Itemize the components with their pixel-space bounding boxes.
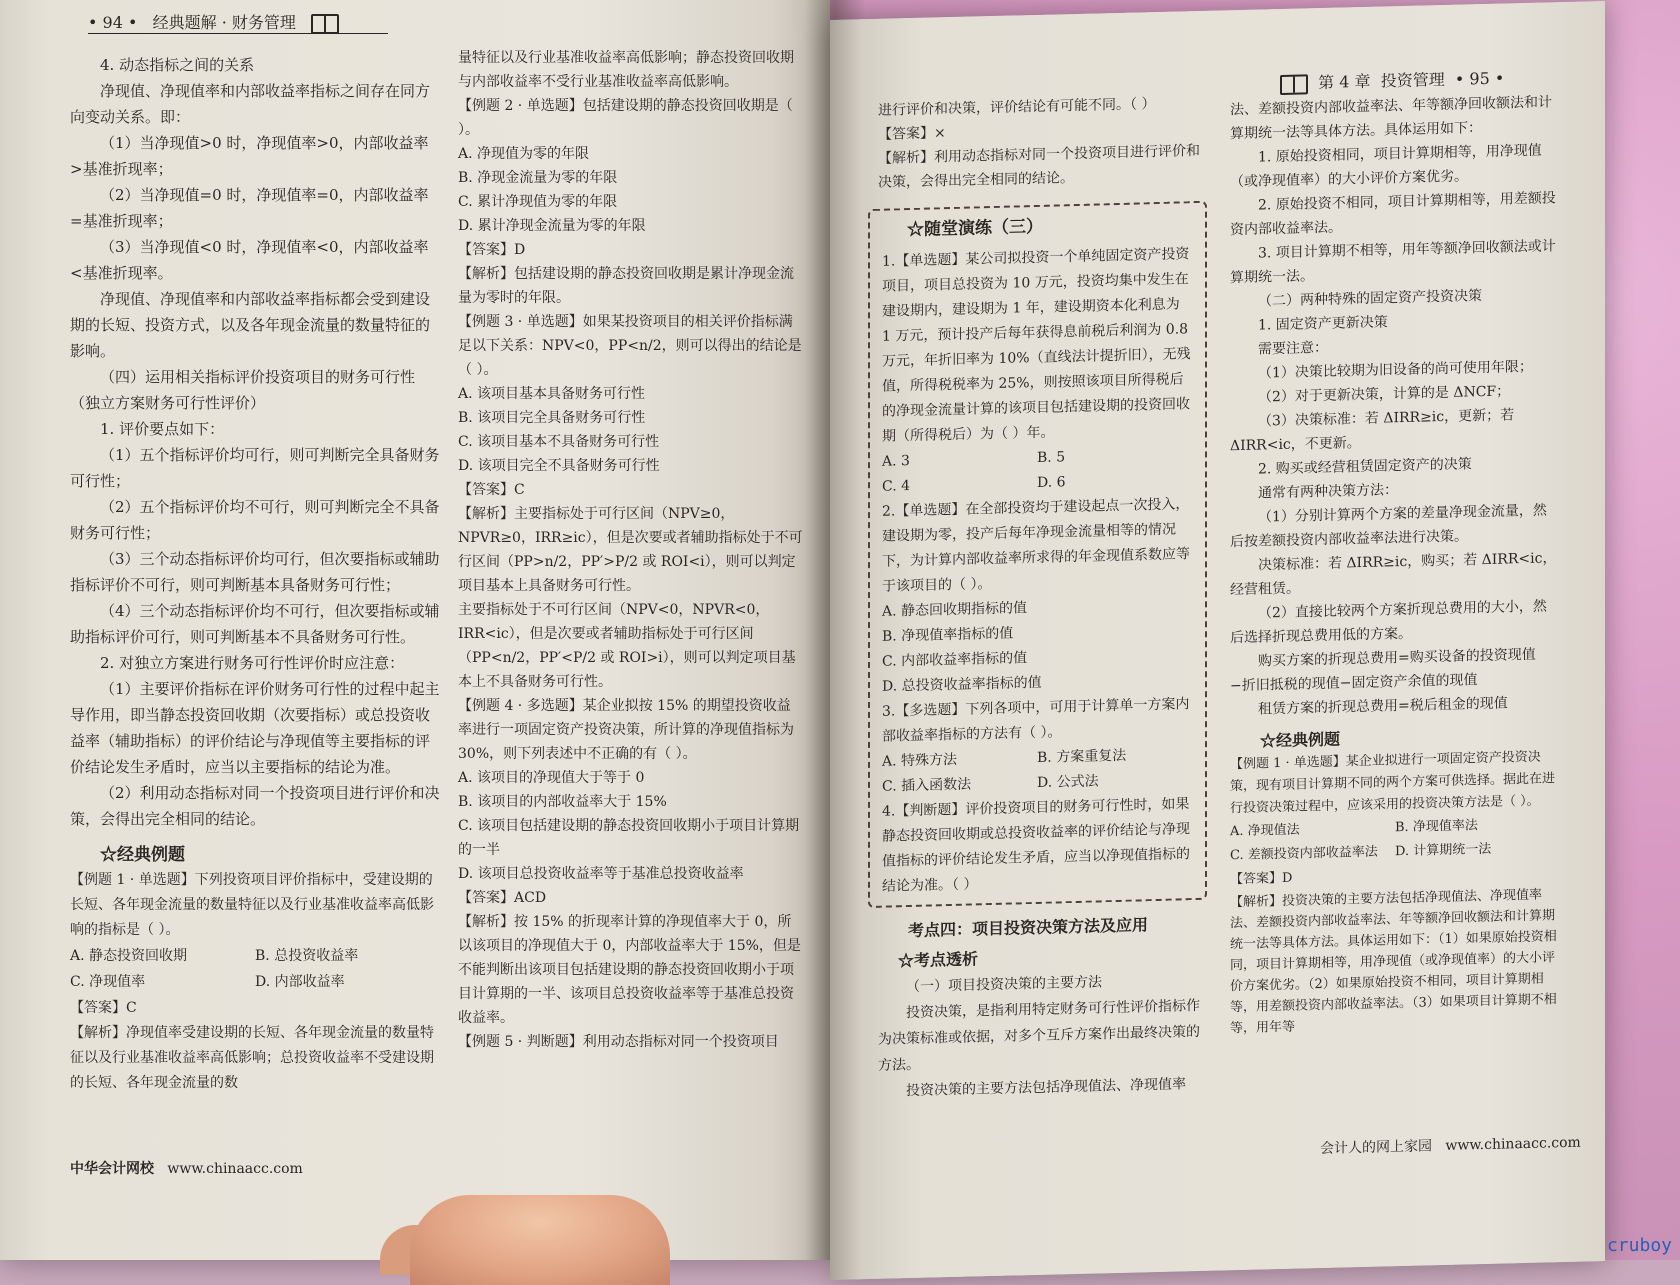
text-line: D. 累计净现金流量为零的年限 xyxy=(458,218,646,234)
text-line: 2. 对独立方案进行财务可行性评价时应注意： xyxy=(100,654,405,672)
practice-heading: ☆随堂演练（三） xyxy=(907,216,1043,241)
text-line: 【解析】按 15% 的折现率计算的净现值率大于 0，所以该项目的净现值大于 0，内部收益率大于 15%，但是不能判断出该项目包括建设期的静态投资回收期小于项目计算期的一半、该项目总投资收益率等于基准总投资收益率。 xyxy=(458,914,801,1026)
book-icon xyxy=(1280,74,1308,95)
option: D. 6 xyxy=(1037,474,1066,491)
right-page xyxy=(830,1,1605,1280)
text-line: 投资决策，是指利用特定财务可行性评价指标作为决策标准或依据，对多个互斥方案作出最终决策的方法。 xyxy=(878,997,1200,1074)
text-line: 【例题 2 · 单选题】包括建设期的静态投资回收期是（ ）。 xyxy=(458,98,793,138)
left-page xyxy=(0,0,830,1260)
book-icon xyxy=(311,14,339,34)
right-column-1-top xyxy=(878,91,1208,195)
example-heading: ☆经典例题 xyxy=(100,845,185,865)
text-line: （1）分别计算两个方案的差量净现金流量，然后按差额投资内部收益率法进行决策。 xyxy=(1230,502,1547,551)
example-answer: 【答案】D xyxy=(1230,870,1293,888)
practice-q3: 3.【多选题】下列各项中，可用于计算单一方案内部收益率指标的方法有（ ）。 xyxy=(882,696,1190,745)
text-line: C. 该项目包括建设期的静态投资回收期小于项目计算期的一半 xyxy=(458,818,800,858)
text-line: C. 该项目基本不具备财务可行性 xyxy=(458,434,660,450)
example-question: 【例题 1 · 单选题】下列投资项目评价指标中，受建设期的长短、各年现金流量的数量特征以及行业基准收益率高低影响的指标是（ ）。 xyxy=(70,872,434,938)
practice-q2: 2.【单选题】在全部投资均于建设起点一次投入，建设期为零，投产后每年净现金流量相等的情况下，为计算内部收益率所求得的年金现值系数应等于该项目的（ ）。 xyxy=(882,496,1190,595)
example-options xyxy=(70,969,440,995)
text-line: 【解析】主要指标处于可行区间（NPV≥0，NPVR≥0，IRR≥iс），但是次要或者辅助指标处于不可行区间（PP>n/2，PP′>P/2 或 ROI<i），则可以判定项目基本上具备财务可行性。 xyxy=(458,506,803,594)
text-line: 【答案】ACD xyxy=(458,890,547,906)
text-line: 投资决策的主要方法包括净现值法、净现值率 xyxy=(906,1076,1186,1100)
text-line: 主要指标处于不可行区间（NPV<0，NPVR<0，IRR<iс），但是次要或者辅助指标处于可行区间（PP<n/2，PP′<P/2 或 ROI>i），则可以判定项目基本上不具备财务可行性。 xyxy=(458,602,796,690)
text-line: D. 该项目总投资收益率等于基准总投资收益率 xyxy=(458,866,744,882)
text-line: （4）三个动态指标评价均不可行，但次要指标或辅助指标评价可行，则可判断基本不具备财务可行性。 xyxy=(70,602,440,646)
option: B. 净现值率法 xyxy=(1395,818,1478,836)
text-line: （2）直接比较两个方案折现总费用的大小，然后选择折现总费用低的方案。 xyxy=(1230,598,1547,647)
right-column-2 xyxy=(1230,90,1560,1039)
option: D. 总投资收益率指标的值 xyxy=(882,674,1042,695)
text-line: 3. 项目计算期不相等，用年等额净回收额法或计算期统一法。 xyxy=(1230,238,1556,287)
example-heading: ☆经典例题 xyxy=(1260,729,1341,751)
text-line: （2）当净现值=0 时，净现值率=0，内部收益率=基准折现率； xyxy=(70,186,429,230)
example-options xyxy=(70,943,440,969)
option: D. 内部收益率 xyxy=(255,974,345,990)
example-question: 【例题 1 · 单选题】某企业拟进行一项固定资产投资决策，现有项目计算期不同的两个方案可供选择。据此在进行投资决策过程中，应该采用的投资决策方法是（ ）。 xyxy=(1230,749,1556,817)
text-line: A. 该项目基本具备财务可行性 xyxy=(458,386,646,402)
text-line: 【例题 5 · 判断题】利用动态指标对同一个投资项目 xyxy=(458,1034,779,1050)
right-footer xyxy=(1320,1132,1581,1158)
option: C. 差额投资内部收益率法 xyxy=(1230,844,1378,864)
text-line: （1）主要评价指标在评价财务可行性的过程中起主导作用，即当静态投资回收期（次要指标）或总投资收益率（辅助指标）的评价结论与净现值等主要指标的评价结论发生矛盾时，应当以主要指标的结论为准。 xyxy=(70,680,440,776)
text-line: 租赁方案的折现总费用=税后租金的现值 xyxy=(1258,695,1508,718)
text-line: 1. 原始投资相同，项目计算期相等，用净现值（或净现值率）的大小评价方案优劣。 xyxy=(1230,142,1542,191)
text-line: 净现值、净现值率和内部收益率指标之间存在同方向变动关系。即： xyxy=(70,82,431,126)
text-line: （3）决策标准：若 ΔIRR≥iс，更新；若 ΔIRR<iс，不更新。 xyxy=(1230,407,1515,455)
text-line: 2. 原始投资不相同，项目计算期相等，用差额投资内部收益率法。 xyxy=(1230,190,1556,239)
text-line: 2. 购买或经营租赁固定资产的决策 xyxy=(1258,456,1472,478)
text-line: （2）利用动态指标对同一个投资项目进行评价和决策，会得出完全相同的结论。 xyxy=(70,784,440,828)
text-line: C. 累计净现值为零的年限 xyxy=(458,194,618,210)
left-column-2 xyxy=(458,46,803,1054)
option: C. 净现值率 xyxy=(70,974,146,990)
option: A. 特殊方法 xyxy=(882,751,958,770)
option: B. 方案重复法 xyxy=(1037,747,1127,766)
text-line: （3）三个动态指标评价均可行，但次要指标或辅助指标评价不可行，则可判断基本具备财务可行性； xyxy=(70,550,440,594)
section-4 xyxy=(878,911,1208,1105)
text-line: （一）项目投资决策的主要方法 xyxy=(906,974,1102,996)
text-line: （2）对于更新决策，计算的是 ΔNCF； xyxy=(1258,383,1511,406)
practice-box xyxy=(868,201,1207,908)
left-footer xyxy=(70,1158,303,1178)
example-analysis: 【解析】投资决策的主要方法包括净现值法、净现值率法、差额投资内部收益率法、年等额净回收额法和计算期统一法等具体方法。具体运用如下：（1）如果原始投资相同，项目计算期相等，用净现值（或净现值率）的大小评价方案优劣。（2）如果原始投资不相同，项目计算期相等，用差额投资内部收益率法。（3）如果项目计算期不相等，用年等 xyxy=(1230,887,1557,1037)
text-line: 1. 固定资产更新决策 xyxy=(1258,314,1388,334)
text-line: 【答案】C xyxy=(458,482,525,498)
option: C. 内部收益率指标的值 xyxy=(882,650,1028,670)
section-title: 考点四：项目投资决策方法及应用 xyxy=(908,915,1149,941)
option: B. 5 xyxy=(1037,449,1066,466)
left-column-1 xyxy=(70,52,440,1096)
text-line: 进行评价和决策，评价结论有可能不同。（ ） xyxy=(878,96,1156,119)
chapter-title: 投资管理 xyxy=(1380,69,1445,91)
practice-q1: 1.【单选题】某公司拟投资一个单纯固定资产投资项目，项目总投资为 10 万元，投资均集中发生在建设期内，建设期为 1 年，建设期资本化利息为 1 万元，预计投产后每年获得息前税后利润为 0.8 万元，年折旧率为 10%（直线法计提折旧），无残值，所得税税率为 25%，则按照该项目所得税后的净现金流量计算的该项目包括建设期的投资回收期（所得税后）为（ ）年。 xyxy=(882,246,1191,445)
option: B. 净现值率指标的值 xyxy=(882,625,1014,645)
text-line: 需要注意： xyxy=(1258,339,1328,358)
header-rule xyxy=(88,33,388,34)
option: A. 3 xyxy=(882,453,910,470)
option: D. 公式法 xyxy=(1037,773,1099,791)
text-line: 净现值、净现值率和内部收益率指标都会受到建设期的长短、投资方式，以及各年现金流量的数量特征的影响。 xyxy=(70,290,431,360)
text-line: 1. 评价要点如下： xyxy=(100,420,225,438)
practice-content xyxy=(882,211,1192,900)
footer-logo: 中华会计网校 xyxy=(70,1161,154,1177)
left-page-number: • 94 • xyxy=(88,13,138,32)
text-line: 【答案】× xyxy=(878,125,946,143)
text-line: 决策标准：若 ΔIRR≥iс，购买；若 ΔIRR<iс，经营租赁。 xyxy=(1230,550,1557,599)
text-line: B. 净现金流量为零的年限 xyxy=(458,170,618,186)
right-page-number: • 95 • xyxy=(1454,68,1505,89)
text-line: B. 该项目完全具备财务可行性 xyxy=(458,410,646,426)
text-line: 购买方案的折现总费用=购买设备的投资现值−折旧抵税的现值−固定资产余值的现值 xyxy=(1230,646,1536,695)
text-line: 【解析】利用动态指标对同一个投资项目进行评价和决策，会得出完全相同的结论。 xyxy=(878,142,1200,191)
option: B. 总投资收益率 xyxy=(255,948,359,964)
option: A. 净现值法 xyxy=(1230,822,1300,840)
example-analysis: 【解析】净现值率受建设期的长短、各年现金流量的数量特征以及行业基准收益率高低影响；总投资收益率不受建设期的长短、各年现金流量的数 xyxy=(70,1025,434,1091)
chapter-label: 第 4 章 xyxy=(1318,71,1371,93)
option: A. 静态投资回收期 xyxy=(70,948,188,964)
option: C. 4 xyxy=(882,478,911,495)
text-line: 【例题 3 · 单选题】如果某投资项目的相关评价指标满足以下关系：NPV<0，PP<n/2，则可以得出的结论是（ ）。 xyxy=(458,314,802,378)
text-line: 【解析】包括建设期的静态投资回收期是累计净现金流量为零时的年限。 xyxy=(458,266,794,306)
thumb xyxy=(410,1195,670,1285)
option: A. 静态回收期指标的值 xyxy=(882,600,1028,620)
text-line: 量特征以及行业基准收益率高低影响；静态投资回收期与内部收益率不受行业基准收益率高低影响。 xyxy=(458,50,794,90)
text-line: B. 该项目的内部收益率大于 15% xyxy=(458,794,667,810)
text-line: （二）两种特殊的固定资产投资决策 xyxy=(1258,288,1482,310)
text-line: 4. 动态指标之间的关系 xyxy=(100,56,255,74)
text-line: A. 净现值为零的年限 xyxy=(458,146,590,162)
example-answer: 【答案】C xyxy=(70,1000,137,1016)
text-line: 【例题 4 · 多选题】某企业拟按 15% 的期望投资收益率进行一项固定资产投资决策，所计算的净现值指标为 30%，则下列表述中不正确的有（ ）。 xyxy=(458,698,794,762)
text-line: （1）决策比较期为旧设备的尚可使用年限； xyxy=(1258,358,1533,382)
text-line: 【答案】D xyxy=(458,242,526,258)
text-line: （2）五个指标评价均不可行，则可判断完全不具备财务可行性； xyxy=(70,498,440,542)
right-page-header xyxy=(1280,66,1504,95)
text-line: A. 该项目的净现值大于等于 0 xyxy=(458,770,645,786)
footer-url: www.chinaacc.com xyxy=(1445,1134,1581,1154)
text-line: （四）运用相关指标评价投资项目的财务可行性（独立方案财务可行性评价） xyxy=(70,368,416,412)
text-line: D. 该项目完全不具备财务可行性 xyxy=(458,458,660,474)
text-line: （1）当净现值>0 时，净现值率>0，内部收益率>基准折现率； xyxy=(70,134,429,178)
footer-url: www.chinaacc.com xyxy=(167,1161,303,1177)
text-line: （3）当净现值<0 时，净现值率<0，内部收益率<基准折现率。 xyxy=(70,238,429,282)
watermark: cruboy xyxy=(1606,1235,1672,1256)
text-line: 法、差额投资内部收益率法、年等额净回收额法和计算期统一法等具体方法。具体运用如下： xyxy=(1230,94,1552,143)
text-line: 通常有两种决策方法： xyxy=(1258,482,1398,502)
left-book-title: 经典题解 · 财务管理 xyxy=(152,13,296,32)
practice-q4: 4.【判断题】评价投资项目的财务可行性时，如果静态投资回收期或总投资收益率的评价结论与净现值指标的评价结论发生矛盾，应当以净现值指标的结论为准。（ ） xyxy=(882,796,1190,895)
section-sub: ☆考点透析 xyxy=(898,949,979,971)
text-line: （1）五个指标评价均可行，则可判断完全具备财务可行性； xyxy=(70,446,440,490)
option: C. 插入函数法 xyxy=(882,776,972,795)
footer-text: 会计人的网上家园 xyxy=(1320,1138,1432,1158)
left-page-header xyxy=(88,10,339,34)
option: D. 计算期统一法 xyxy=(1395,841,1492,860)
